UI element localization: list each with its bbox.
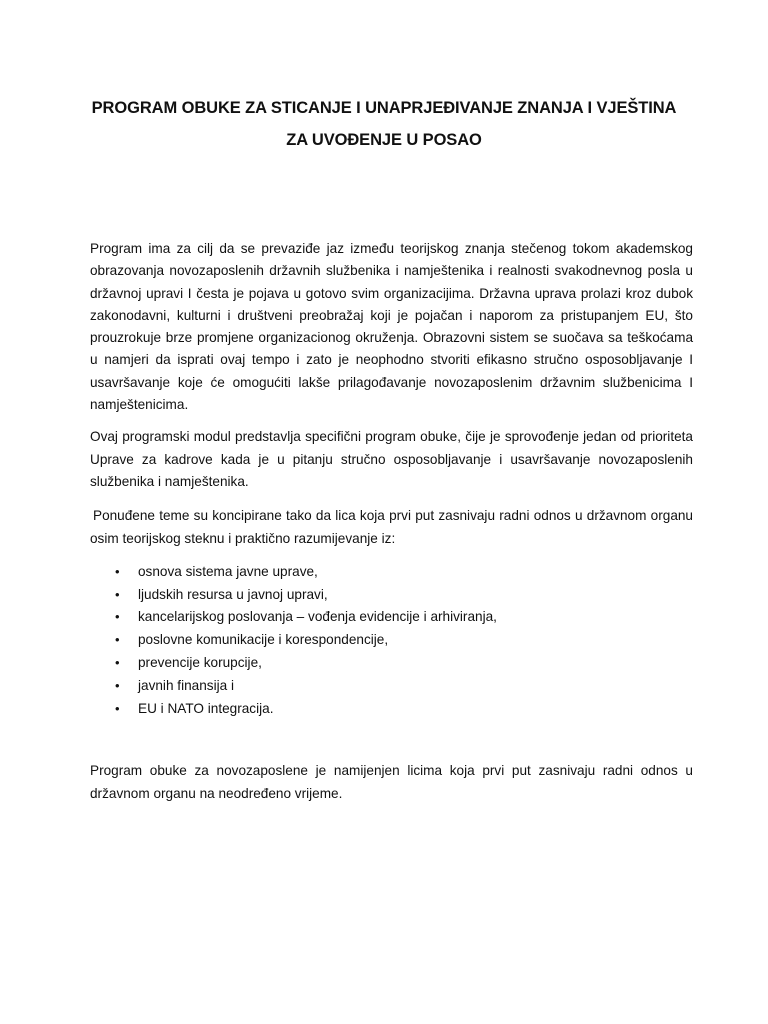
list-item: • ljudskih resursa u javnoj upravi, xyxy=(90,584,693,607)
bullet-icon: • xyxy=(115,655,120,671)
list-item: • prevencije korupcije, xyxy=(90,652,693,675)
list-item: • osnova sistema javne uprave, xyxy=(90,561,693,584)
document-title xyxy=(80,92,688,156)
bullet-icon: • xyxy=(115,563,120,579)
paragraph-target-audience: Program obuke za novozaposlene je namijenjen licima koja prvi put zasnivaju radni odnos u državnom organu na neodređeno vrijeme. xyxy=(90,763,693,801)
bullet-icon: • xyxy=(115,586,120,602)
bullet-icon: • xyxy=(115,677,120,693)
bullet-icon: • xyxy=(115,632,120,648)
paragraph-intro: Program ima za cilj da se prevaziđe jaz između teorijskog znanja stečenog tokom akademskog obrazovanja novozaposlenih državnih službenika i namještenika i realnosti svakodnevnog posla u državnoj upravi I česta je pojava u gotovo svim organizacijima. Državna uprava prolazi kroz dubok zakonodavni, kulturni i društveni preobražaj koji je pojačan i naporom za pristupanjem EU, što prouzrokuje brze promjene organizacionog okruženja. Obrazovni sistem se suočava sa teškoćama u namjeri da isprati ovaj tempo i zato je neophodno stvoriti efikasno stručno osposobljavanje I usavršavanje koje će omogućiti lakše prilagođavanje novozaposlenim državnim službenicima I namještenicima. xyxy=(90,241,693,413)
topics-list xyxy=(90,561,693,721)
list-item: • poslovne komunikacije i korespondencije, xyxy=(90,629,693,652)
list-item: • EU i NATO integracija. xyxy=(90,698,693,721)
title-line-2: ZA UVOĐENJE U POSAO xyxy=(286,131,482,149)
list-item: • javnih finansija i xyxy=(90,675,693,698)
paragraph-topics-intro: Ponuđene teme su koncipirane tako da lica koja prvi put zasnivaju radni odnos u državnom organu osim teorijskog steknu i praktično razumijevanje iz: xyxy=(90,508,693,546)
title-line-1: PROGRAM OBUKE ZA STICANJE I UNAPRJEĐIVANJE ZNANJA I VJEŠTINA xyxy=(91,99,677,117)
bullet-icon: • xyxy=(115,609,120,625)
paragraph-module: Ovaj programski modul predstavlja specifični program obuke, čije je sprovođenje jedan od prioriteta Uprave za kadrove kada je u pitanju stručno osposobljavanje i usavršavanje novozaposlenih službenika i namještenika. xyxy=(90,429,693,489)
document-body xyxy=(90,238,693,805)
list-item: • kancelarijskog poslovanja – vođenja evidencije i arhiviranja, xyxy=(90,606,693,629)
bullet-icon: • xyxy=(115,700,120,716)
